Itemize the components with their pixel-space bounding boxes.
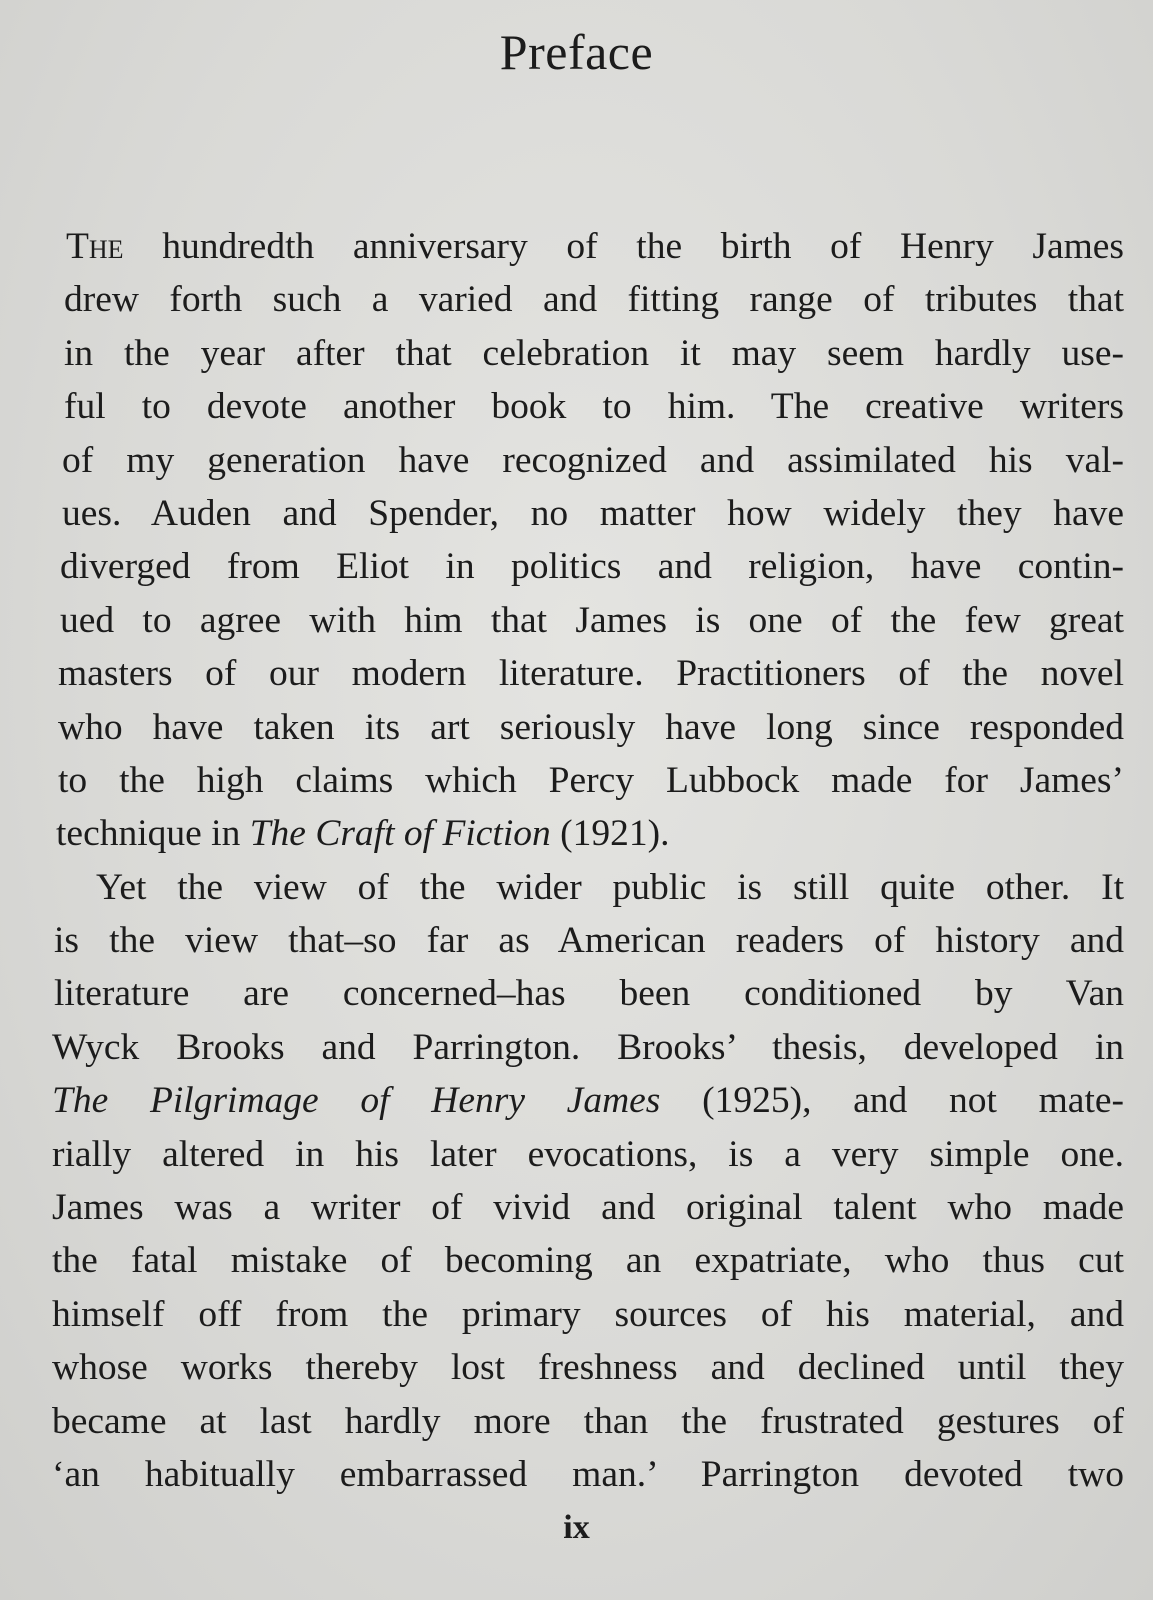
book-title-italic: The Pilgrimage of Henry James (52, 1080, 661, 1122)
text-line: drew forth such a varied and fitting range of tributes that (64, 279, 1124, 321)
text-line: literature are concerned–has been conditioned by Van (54, 973, 1124, 1015)
text-line: ‘an habitually embarrassed man.’ Parrington devoted two (52, 1453, 1124, 1495)
text-line: rially altered in his later evocations, is a very simple one. (52, 1133, 1124, 1175)
text-line: the fatal mistake of becoming an expatriate, who thus cut (52, 1240, 1124, 1282)
text-line: Wyck Brooks and Parrington. Brooks’ thesis, developed in (52, 1026, 1124, 1068)
book-title-italic: The Craft of Fiction (249, 813, 551, 855)
text-line: became at last hardly more than the frustrated gestures of (52, 1400, 1124, 1442)
text-line: to the high claims which Percy Lubbock made for James’ (58, 759, 1124, 801)
page-number: ix (563, 1509, 590, 1546)
text-line: ful to devote another book to him. The creative writers (64, 386, 1124, 428)
text-line: in the year after that celebration it may seem hardly use- (64, 332, 1124, 374)
text-line: The Pilgrimage of Henry James (1925), and not mate- (52, 1080, 1125, 1122)
text-line: is the view that–so far as American readers of history and (54, 920, 1124, 962)
text-line: Yet the view of the wider public is still quite other. It (96, 866, 1124, 908)
page-title: Preface (499, 24, 654, 80)
text-line: who have taken its art seriously have long since responded (58, 706, 1124, 748)
text-line: The hundredth anniversary of the birth of Henry James (66, 226, 1124, 267)
text-line: himself off from the primary sources of his material, and (52, 1293, 1124, 1335)
preface-body (52, 220, 1124, 1501)
drop-small-caps: The (66, 226, 124, 267)
text-line: ued to agree with him that James is one of the few great (60, 599, 1124, 641)
text-line: James was a writer of vivid and original talent who made (52, 1187, 1124, 1229)
text-line: diverged from Eliot in politics and religion, have contin- (60, 546, 1124, 588)
text-line: ues. Auden and Spender, no matter how widely they have (62, 492, 1124, 534)
text-line: technique in The Craft of Fiction (1921). (56, 813, 670, 855)
text-line: masters of our modern literature. Practitioners of the novel (58, 653, 1124, 695)
text-line: whose works thereby lost freshness and declined until they (52, 1347, 1124, 1389)
text-line: of my generation have recognized and assimilated his val- (62, 439, 1124, 481)
